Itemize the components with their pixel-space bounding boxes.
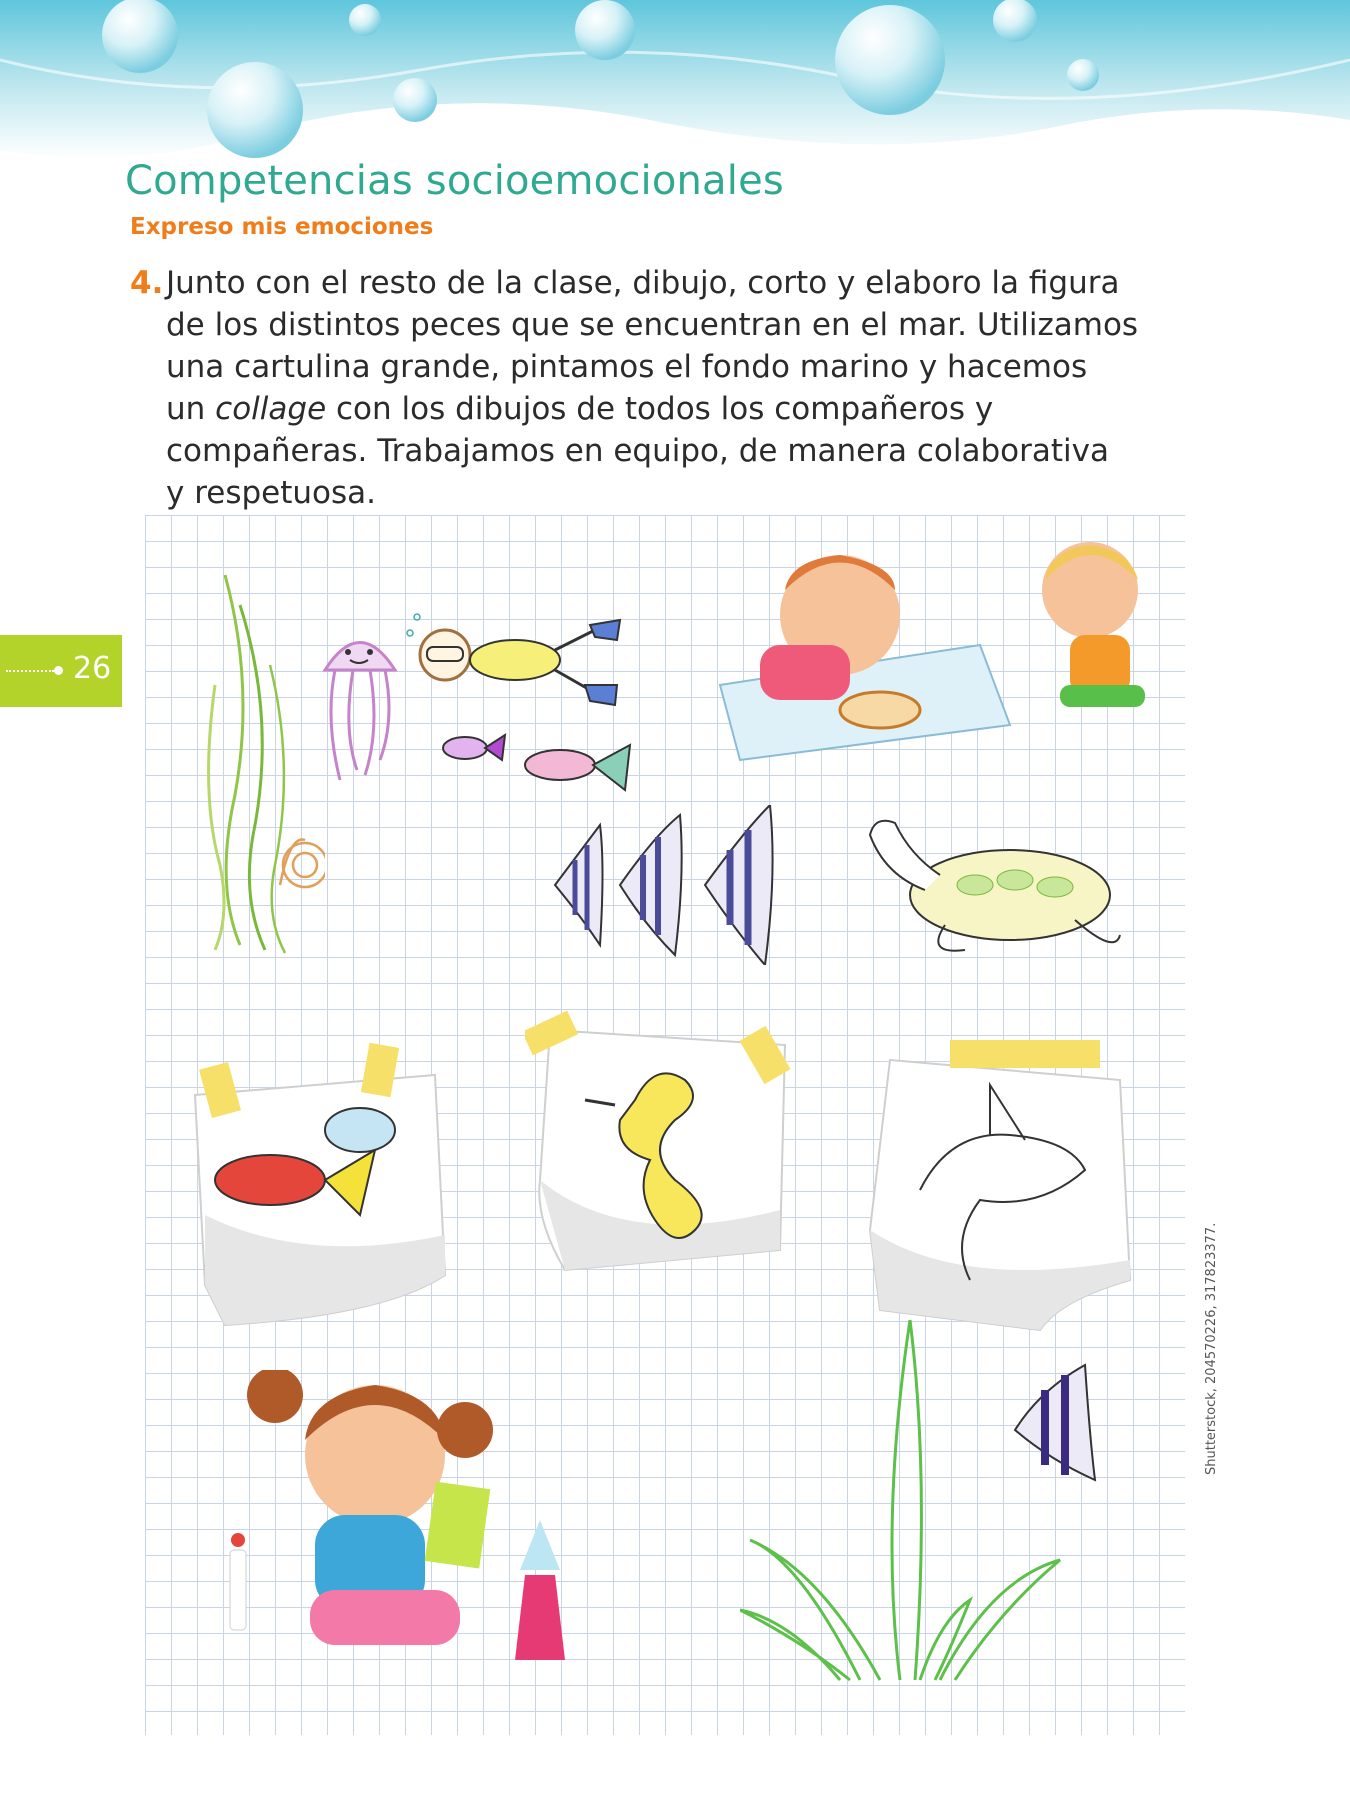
girl-cutting-illustration: [220, 1370, 570, 1690]
turtle-illustration: [855, 815, 1125, 965]
jellyfish-illustration: [315, 620, 405, 790]
activity-line: compañeras. Trabajamos en equipo, de manera colaborativa: [166, 433, 1109, 469]
activity-line: una cartulina grande, pintamos el fondo marino y hacemos: [166, 349, 1088, 385]
diver-illustration: [405, 605, 635, 715]
activity-instructions: [130, 262, 1200, 514]
section-title: Competencias socioemocionales: [125, 158, 784, 204]
tab-dot: [54, 666, 63, 675]
seahorse-drawing-note: [525, 1000, 800, 1285]
image-credit: Shutterstock, 204570226, 317823377.: [1204, 1222, 1219, 1475]
collage-word: collage: [215, 391, 327, 427]
page-number-tab: [0, 635, 122, 707]
activity-line-part: un: [166, 391, 216, 427]
section-subtitle: Expreso mis emociones: [130, 214, 434, 240]
activity-text: [166, 262, 1200, 514]
activity-line: Junto con el resto de la clase, dibujo, corto y elaboro la figura: [166, 265, 1120, 301]
activity-number: 4.: [130, 265, 164, 301]
kids-painting-illustration: [690, 535, 1160, 765]
activity-line: y respetuosa.: [166, 475, 377, 511]
seaweed-left-illustration: [195, 565, 325, 955]
seaweed-right-illustration: [740, 1320, 1100, 1690]
page-number: 26: [73, 651, 112, 686]
activity-line: de los distintos peces que se encuentran en el mar. Utilizamos: [166, 307, 1139, 343]
small-fish-illustration: [430, 720, 640, 800]
shark-drawing-note: [860, 1040, 1145, 1340]
water-header-decoration: [0, 0, 1350, 175]
angelfish-trio-illustration: [545, 805, 795, 965]
tab-dotted-line: [6, 670, 54, 672]
fish-drawing-note: [185, 1035, 455, 1335]
activity-line-part: con los dibujos de todos los compañeros y: [326, 391, 994, 427]
activity-line: [166, 388, 1200, 430]
